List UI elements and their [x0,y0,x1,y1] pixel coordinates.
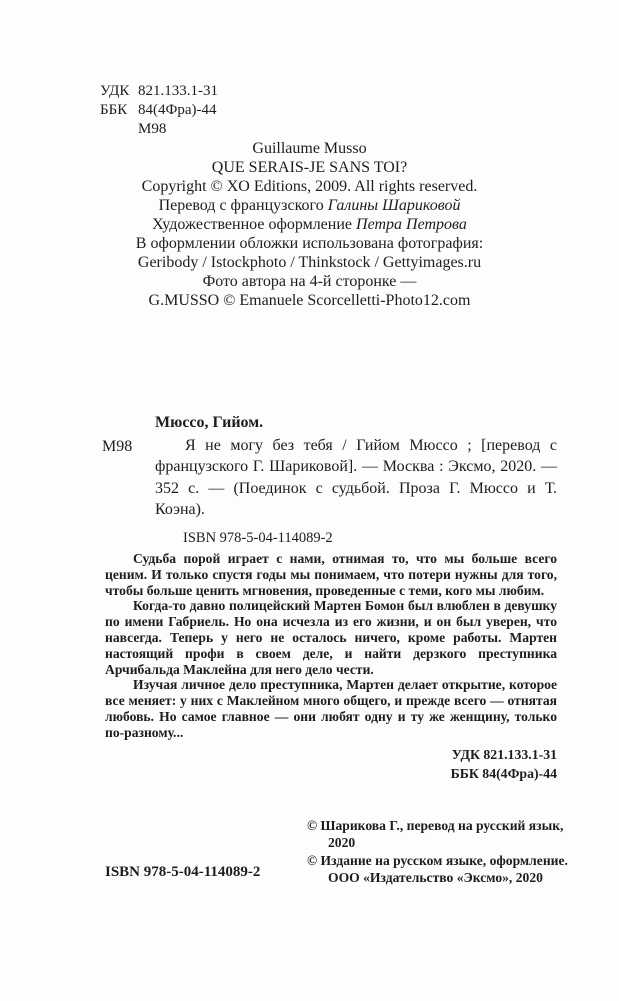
translation-credit [30,196,589,215]
author-photo-credit-line2: G.MUSSO © Emanuele Scorcelletti-Photo12.com [148,292,471,309]
bbk-label: ББК [100,102,128,118]
bottom-udk: УДК 821.133.1-31 [451,746,557,762]
author-sign-row [100,120,218,139]
cover-photo-credit-line1: В оформлении обложки использована фотография: [135,235,484,252]
translation-prefix: Перевод с французского [158,197,328,214]
catalog-author-heading: Мюссо, Гийом. [155,414,264,431]
udk-value: 821.133.1-31 [138,83,218,99]
bottom-isbn: ISBN 978-5-04-114089-2 [105,864,261,880]
original-title: QUE SERAIS-JE SANS TOI? [211,159,408,176]
bottom-bbk: ББК 84(4Фра)-44 [450,765,557,781]
bottom-classification-codes [105,745,557,783]
annotation-block [105,551,557,783]
catalog-entry [102,412,557,549]
credits-block [30,139,589,310]
udk-row [100,82,218,101]
copyright-translation: © Шарикова Г., перевод на русский язык, 2020 [307,818,564,851]
catalog-isbn: ISBN 978-5-04-114089-2 [183,529,333,546]
annotation-paragraph-1: Судьба порой играет с нами, отнимая то, что мы больше всего ценим. И только спустя годы мы понимаем, что потери нужны для того, чтобы больше ценить мгновения, проведенные с теми, кого мы любим. [105,551,557,598]
design-prefix: Художественное оформление [152,216,357,233]
author-sign: М98 [138,121,167,137]
catalog-author-sign: М98 [102,438,133,455]
design-credit [30,215,589,234]
udk-label: УДК [100,83,130,99]
annotation-paragraph-2: Когда-то давно полицейский Мартен Бомон был влюблен в девушку по имени Габриель. Но она исчезла из его жизни, и он был уверен, что навсегда. Теперь у него не осталось ничего, кроме работы. Мартен настоящий профи в своем деле, и найти дерзкого преступника Арчибальда Маклейна для него дело чести. [105,598,557,677]
annotation-paragraph-3: Изучая личное дело преступника, Мартен делает открытие, которое все меняет: у них с Маклейном много общего, и прежде всего — отнятая любовь. Но самое главное — они любят одну и ту же женщину, только по-разному... [105,677,557,740]
copyright-notices [307,817,569,886]
original-author: Guillaume Musso [252,140,367,157]
bbk-value: 84(4Фра)-44 [138,102,217,118]
translator-name: Галины Шариковой [327,197,461,214]
designer-name: Петра Петрова [356,216,467,233]
bbk-row [100,101,218,120]
cover-photo-credit-line2: Geribody / Istockphoto / Thinkstock / Gettyimages.ru [137,254,482,271]
author-photo-credit-line1: Фото автора на 4-й сторонке — [202,273,417,290]
copyright-edition: © Издание на русском языке, оформление. ООО «Издательство «Эксмо», 2020 [307,852,568,885]
catalog-description: Я не могу без тебя / Гийом Мюссо ; [перевод с французского Г. Шариковой]. — Москва : Эксмо, 2020. — 352 с. — (Поединок с судьбой. Проза Г. Мюссо и Т. Коэна). [155,436,557,518]
original-copyright: Copyright © XO Editions, 2009. All rights reserved. [141,178,478,195]
top-classification-codes [100,82,218,139]
